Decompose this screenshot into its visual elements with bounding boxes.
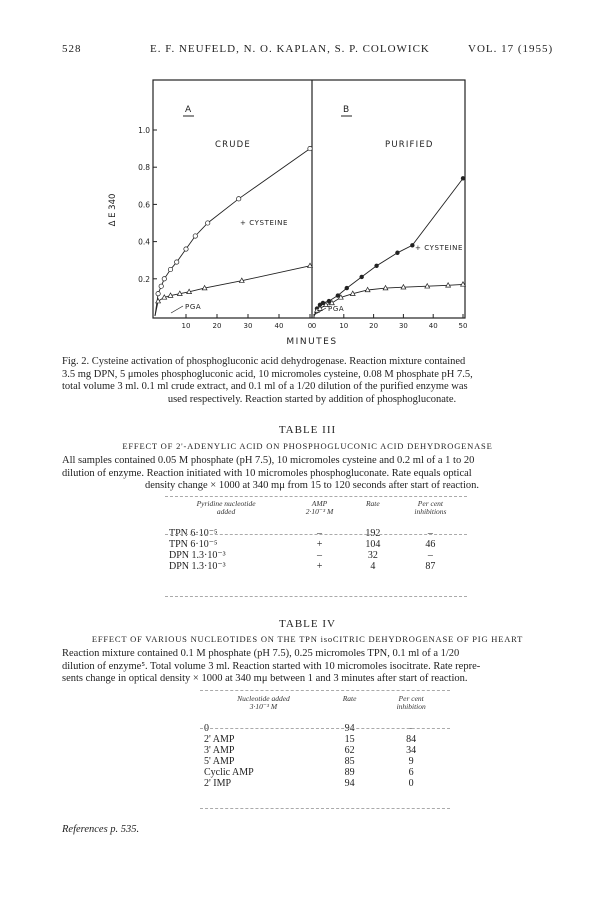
- data-point: [168, 267, 172, 271]
- data-point: [410, 243, 414, 247]
- data-point: [359, 275, 363, 279]
- panel-title: CRUDE: [215, 140, 251, 150]
- col-header: [327, 703, 372, 711]
- x-tick-label: 10: [181, 322, 191, 330]
- x-tick-label: 40: [274, 322, 284, 330]
- data-point: [162, 277, 166, 281]
- caption-line: Fig. 2. Cysteine activation of phosphogluconic acid dehydrogenase. Reaction mixture contained: [62, 356, 466, 367]
- cell: 85: [344, 756, 355, 767]
- col-header: Rate: [342, 694, 357, 703]
- data-point: [175, 260, 179, 264]
- x-tick-label: 10: [339, 322, 349, 330]
- cell: 34: [406, 745, 417, 756]
- col-header: [352, 508, 394, 516]
- cell: +: [316, 561, 323, 572]
- table-rule: [200, 728, 450, 729]
- table-row: [200, 745, 450, 756]
- panel-letter: A: [185, 105, 192, 115]
- y-tick-label: 0.4: [138, 237, 150, 247]
- x-tick-label: 20: [212, 322, 222, 330]
- cell: –: [427, 528, 433, 539]
- note-line: sents change in optical density × 1000 at 340 mμ between 1 and 3 minutes after start of reaction.: [62, 673, 468, 684]
- cell: Cyclic AMP: [204, 767, 254, 778]
- col-header: 2·10⁻³ M: [305, 507, 334, 516]
- table-row: [200, 756, 450, 767]
- cell: 94: [344, 723, 355, 734]
- table-rule: [200, 690, 450, 691]
- col-header: inhibition: [396, 702, 426, 711]
- x-axis-label: MINUTES: [286, 337, 338, 347]
- data-point: [461, 176, 465, 180]
- col-header: Per cent: [417, 499, 443, 508]
- data-point: [156, 299, 161, 303]
- panel-title: PURIFIED: [385, 140, 434, 150]
- y-tick-label: 0.6: [138, 200, 150, 210]
- running-header-volume: VOL. 17 (1955): [468, 43, 554, 55]
- col-header: 3·10⁻³ M: [249, 702, 278, 711]
- cell: 192: [365, 528, 381, 539]
- data-point: [193, 234, 197, 238]
- panel-letter: B: [343, 105, 350, 115]
- y-tick-label: 1.0: [138, 126, 150, 135]
- table-row: [200, 734, 450, 745]
- note-line: Reaction mixture contained 0.1 M phosphate (pH 7.5), 0.25 micromoles TPN, 0.1 ml of a 1/20: [62, 648, 460, 659]
- references-footnote: References p. 535.: [62, 824, 140, 835]
- col-header: added: [216, 507, 236, 516]
- table-4-title: TABLE IV: [279, 618, 336, 630]
- data-point: [156, 291, 160, 295]
- col-header: AMP: [311, 499, 328, 508]
- cell: –: [317, 528, 322, 539]
- x-tick-label: 30: [243, 322, 253, 330]
- figure-2-chart: [108, 75, 490, 347]
- cell: 5' AMP: [204, 756, 235, 767]
- data-point: [308, 146, 312, 150]
- note-line: density change × 1000 at 340 mμ from 15 to 120 seconds after start of reaction.: [144, 480, 480, 491]
- cell: 32: [367, 550, 378, 561]
- caption-line: total volume 3 ml. 0.1 ml crude extract, and 0.1 ml of a 1/20 dilution of the purified enzyme was: [62, 381, 468, 392]
- table-rule: [165, 496, 467, 497]
- table-header-row: [165, 508, 467, 516]
- cell: DPN 1.3·10⁻³: [169, 550, 226, 561]
- cell: 6: [408, 767, 414, 778]
- data-point: [159, 284, 163, 288]
- table-rule: [200, 808, 450, 809]
- table-header-row: [200, 703, 450, 711]
- table-row: [165, 539, 467, 550]
- col-header: Rate: [365, 499, 380, 508]
- data-point: [237, 197, 241, 201]
- series-label-pga: PGA: [185, 303, 202, 311]
- col-header: Nucleotide added: [237, 694, 290, 703]
- cell: +: [316, 539, 323, 550]
- data-point: [184, 247, 188, 251]
- series-label-cysteine: + CYSTEINE: [240, 219, 288, 227]
- table-3-note: [62, 455, 562, 493]
- cell: 46: [425, 539, 436, 550]
- table-rule: [165, 596, 467, 597]
- col-header: inhibitions: [414, 507, 447, 516]
- cell: 9: [408, 756, 414, 767]
- x-tick-label: 0: [311, 322, 317, 330]
- cell: 3' AMP: [204, 745, 235, 756]
- page-number: 528: [62, 43, 82, 55]
- cell: TPN 6·10⁻⁵: [169, 539, 218, 550]
- caption-line: used respectively. Reaction started by addition of phosphogluconate.: [167, 393, 457, 405]
- cell: 0: [204, 723, 209, 734]
- cell: 4: [370, 561, 376, 572]
- cell: TPN 6·10⁻⁵: [169, 528, 218, 539]
- col-header: Pyridine nucleotide: [196, 499, 256, 508]
- cell: 0: [408, 778, 414, 789]
- series-label-pointer: [171, 306, 183, 313]
- x-tick-label: 30: [398, 322, 408, 330]
- table-4: [200, 695, 450, 789]
- cell: 15: [344, 734, 355, 745]
- series-label-pga: PGA: [328, 305, 345, 313]
- y-tick-label: 0.8: [138, 163, 150, 173]
- series-label-cysteine: + CYSTEINE: [415, 244, 463, 252]
- cell: –: [317, 550, 322, 561]
- x-tick-label: 20: [369, 322, 379, 330]
- figure-caption: [62, 356, 562, 406]
- cell: 104: [365, 539, 381, 550]
- cell: 94: [344, 778, 355, 789]
- data-point: [345, 286, 349, 290]
- table-row: [200, 767, 450, 778]
- table-row: [165, 550, 467, 561]
- cell: 87: [425, 561, 436, 572]
- caption-line: 3.5 mg DPN, 5 μmoles phosphogluconic acid, 10 micromoles cysteine, 0.08 M phosphate pH 7.5,: [62, 368, 473, 380]
- note-line: All samples contained 0.05 M phosphate (pH 7.5), 10 micromoles cysteine and 0.2 ml of a 1 to 20: [62, 455, 475, 466]
- cell: –: [427, 550, 433, 561]
- data-point: [374, 264, 378, 268]
- plot-frame: [153, 80, 465, 318]
- note-line: dilution of enzyme. Reaction initiated with 10 micromoles phosphogluconate. Rate equals optical: [62, 467, 472, 479]
- table-rule: [165, 534, 467, 535]
- table-3: [165, 500, 467, 572]
- cell: 2' AMP: [204, 734, 235, 745]
- x-tick-label: 0: [307, 322, 313, 330]
- cell: 2' IMP: [204, 778, 232, 789]
- table-4-note: [62, 648, 562, 686]
- x-tick-label: 40: [428, 322, 438, 330]
- running-header-authors: E. F. NEUFELD, N. O. KAPLAN, S. P. COLOWICK: [150, 43, 430, 55]
- table-3-subtitle: EFFECT OF 2'-ADENYLIC ACID ON PHOSPHOGLUCONIC ACID DEHYDROGENASE: [122, 441, 493, 451]
- note-line: dilution of enzyme⁵. Total volume 3 ml. Reaction started with 10 micromoles isocitrate. Rate repre-: [62, 660, 481, 672]
- series-line: [155, 149, 310, 316]
- cell: 89: [344, 767, 355, 778]
- cell: DPN 1.3·10⁻³: [169, 561, 226, 572]
- x-tick-label: 50: [458, 322, 468, 330]
- table-3-title: TABLE III: [278, 424, 337, 436]
- cell: 62: [344, 745, 355, 756]
- y-tick-label: 0.2: [138, 274, 150, 284]
- cell: –: [408, 723, 414, 734]
- y-axis-label: Δ E 340: [108, 193, 118, 227]
- table-row: [200, 778, 450, 789]
- col-header: Per cent: [398, 694, 424, 703]
- cell: 84: [406, 734, 417, 745]
- table-row: [165, 561, 467, 572]
- data-point: [206, 221, 210, 225]
- table-4-subtitle: EFFECT OF VARIOUS NUCLEOTIDES ON THE TPN isoCITRIC DEHYDROGENASE OF PIG HEART: [91, 634, 524, 644]
- data-point: [395, 251, 399, 255]
